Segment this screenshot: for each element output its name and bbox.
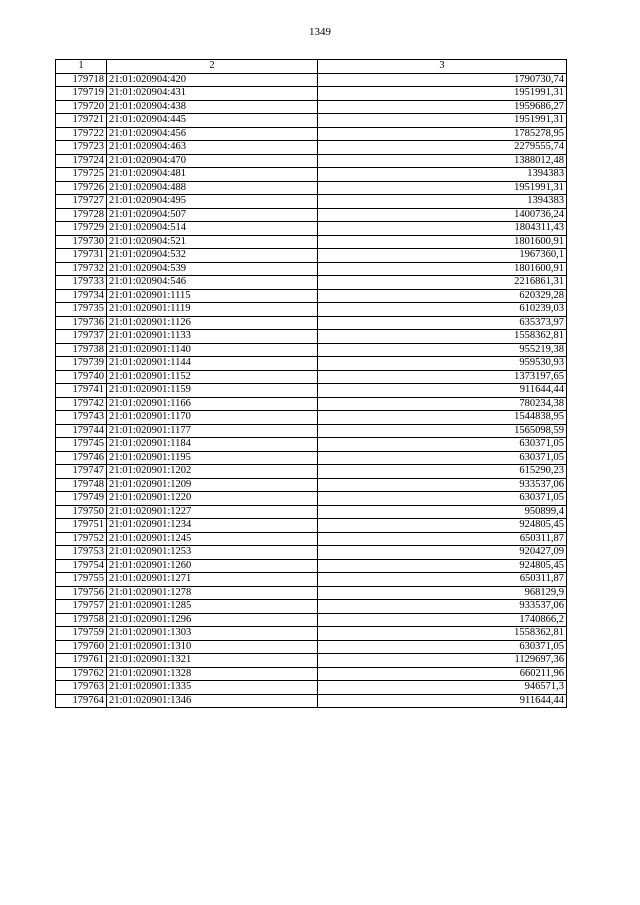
column-header-2: 2 [107,60,318,74]
table-row [56,613,567,627]
cadastral-number-cell: 21:01:020904:507 [107,208,318,222]
table-row [56,424,567,438]
table-row [56,681,567,695]
row-number-cell: 179725 [56,168,107,182]
cadastral-number-cell: 21:01:020901:1195 [107,451,318,465]
value-cell: 911644,44 [318,384,567,398]
table-row [56,100,567,114]
table-row [56,114,567,128]
value-cell: 1373197,65 [318,370,567,384]
cadastral-number-cell: 21:01:020901:1220 [107,492,318,506]
table-row [56,667,567,681]
value-cell: 660211,96 [318,667,567,681]
value-cell: 933537,06 [318,600,567,614]
cadastral-number-cell: 21:01:020901:1321 [107,654,318,668]
table-body [56,73,567,708]
cadastral-number-cell: 21:01:020901:1245 [107,532,318,546]
value-cell: 1558362,81 [318,627,567,641]
cadastral-number-cell: 21:01:020904:438 [107,100,318,114]
cadastral-number-cell: 21:01:020901:1278 [107,586,318,600]
row-number-cell: 179720 [56,100,107,114]
table-row [56,154,567,168]
row-number-cell: 179753 [56,546,107,560]
table-row [56,532,567,546]
value-cell: 610239,03 [318,303,567,317]
cadastral-number-cell: 21:01:020901:1159 [107,384,318,398]
cadastral-number-cell: 21:01:020901:1310 [107,640,318,654]
row-number-cell: 179727 [56,195,107,209]
value-cell: 1388012,48 [318,154,567,168]
row-number-cell: 179718 [56,73,107,87]
row-number-cell: 179759 [56,627,107,641]
cadastral-number-cell: 21:01:020901:1227 [107,505,318,519]
value-cell: 911644,44 [318,694,567,708]
cadastral-number-cell: 21:01:020904:546 [107,276,318,290]
cadastral-number-cell: 21:01:020901:1303 [107,627,318,641]
value-cell: 1801600,91 [318,262,567,276]
cadastral-number-cell: 21:01:020901:1115 [107,289,318,303]
cadastral-number-cell: 21:01:020901:1144 [107,357,318,371]
row-number-cell: 179738 [56,343,107,357]
table-row [56,600,567,614]
cadastral-number-cell: 21:01:020901:1234 [107,519,318,533]
row-number-cell: 179747 [56,465,107,479]
table-row [56,573,567,587]
table-row [56,289,567,303]
value-cell: 1394383 [318,195,567,209]
table-row [56,181,567,195]
row-number-cell: 179748 [56,478,107,492]
row-number-cell: 179726 [56,181,107,195]
table-row [56,343,567,357]
value-cell: 1400736,24 [318,208,567,222]
value-cell: 1558362,81 [318,330,567,344]
value-cell: 959530,93 [318,357,567,371]
row-number-cell: 179757 [56,600,107,614]
cadastral-number-cell: 21:01:020901:1335 [107,681,318,695]
row-number-cell: 179733 [56,276,107,290]
cadastral-number-cell: 21:01:020901:1119 [107,303,318,317]
row-number-cell: 179743 [56,411,107,425]
cadastral-number-cell: 21:01:020904:539 [107,262,318,276]
row-number-cell: 179736 [56,316,107,330]
row-number-cell: 179729 [56,222,107,236]
value-cell: 615290,23 [318,465,567,479]
cadastral-number-cell: 21:01:020904:532 [107,249,318,263]
row-number-cell: 179750 [56,505,107,519]
value-cell: 630371,05 [318,451,567,465]
row-number-cell: 179728 [56,208,107,222]
row-number-cell: 179762 [56,667,107,681]
value-cell: 1129697,36 [318,654,567,668]
value-cell: 630371,05 [318,640,567,654]
value-cell: 2279555,74 [318,141,567,155]
table-row [56,451,567,465]
table-row [56,397,567,411]
table-row [56,694,567,708]
cadastral-number-cell: 21:01:020904:488 [107,181,318,195]
row-number-cell: 179723 [56,141,107,155]
table-row [56,249,567,263]
cadastral-number-cell: 21:01:020901:1209 [107,478,318,492]
table-row [56,127,567,141]
value-cell: 780234,38 [318,397,567,411]
cadastral-number-cell: 21:01:020904:445 [107,114,318,128]
row-number-cell: 179719 [56,87,107,101]
table-row [56,586,567,600]
cadastral-number-cell: 21:01:020904:420 [107,73,318,87]
value-cell: 630371,05 [318,492,567,506]
table-row [56,235,567,249]
value-cell: 1951991,31 [318,114,567,128]
value-cell: 1951991,31 [318,87,567,101]
row-number-cell: 179724 [56,154,107,168]
value-cell: 1565098,59 [318,424,567,438]
table-row [56,316,567,330]
table-row [56,168,567,182]
value-cell: 620329,28 [318,289,567,303]
row-number-cell: 179752 [56,532,107,546]
value-cell: 1959686,27 [318,100,567,114]
cadastral-number-cell: 21:01:020904:514 [107,222,318,236]
row-number-cell: 179737 [56,330,107,344]
table-row [56,370,567,384]
table-row [56,87,567,101]
row-number-cell: 179731 [56,249,107,263]
value-cell: 920427,09 [318,546,567,560]
row-number-cell: 179732 [56,262,107,276]
page-number: 1349 [309,26,331,38]
row-number-cell: 179755 [56,573,107,587]
table-row [56,505,567,519]
table-row [56,141,567,155]
table-row [56,195,567,209]
cadastral-number-cell: 21:01:020901:1253 [107,546,318,560]
table-row [56,559,567,573]
cadastral-number-cell: 21:01:020904:470 [107,154,318,168]
cadastral-number-cell: 21:01:020904:463 [107,141,318,155]
row-number-cell: 179764 [56,694,107,708]
row-number-cell: 179751 [56,519,107,533]
cadastral-number-cell: 21:01:020904:481 [107,168,318,182]
row-number-cell: 179721 [56,114,107,128]
cadastral-number-cell: 21:01:020901:1296 [107,613,318,627]
registry-table [55,59,567,708]
table-row [56,411,567,425]
table-header [56,60,567,74]
cadastral-number-cell: 21:01:020904:495 [107,195,318,209]
value-cell: 1967360,1 [318,249,567,263]
value-cell: 968129,9 [318,586,567,600]
cadastral-number-cell: 21:01:020901:1346 [107,694,318,708]
table-row [56,384,567,398]
value-cell: 950899,4 [318,505,567,519]
row-number-cell: 179742 [56,397,107,411]
cadastral-number-cell: 21:01:020901:1166 [107,397,318,411]
row-number-cell: 179761 [56,654,107,668]
column-header-1: 1 [56,60,107,74]
cadastral-number-cell: 21:01:020901:1202 [107,465,318,479]
cadastral-number-cell: 21:01:020901:1126 [107,316,318,330]
row-number-cell: 179744 [56,424,107,438]
value-cell: 946571,3 [318,681,567,695]
value-cell: 630371,05 [318,438,567,452]
cadastral-number-cell: 21:01:020901:1260 [107,559,318,573]
row-number-cell: 179763 [56,681,107,695]
value-cell: 1785278,95 [318,127,567,141]
cadastral-number-cell: 21:01:020901:1328 [107,667,318,681]
value-cell: 1740866,2 [318,613,567,627]
table-row [56,73,567,87]
table-row [56,357,567,371]
value-cell: 635373,97 [318,316,567,330]
value-cell: 955219,38 [318,343,567,357]
row-number-cell: 179758 [56,613,107,627]
row-number-cell: 179745 [56,438,107,452]
value-cell: 924805,45 [318,519,567,533]
value-cell: 2216861,31 [318,276,567,290]
value-cell: 1804311,43 [318,222,567,236]
row-number-cell: 179749 [56,492,107,506]
table-row [56,627,567,641]
row-number-cell: 179756 [56,586,107,600]
row-number-cell: 179746 [56,451,107,465]
cadastral-number-cell: 21:01:020901:1170 [107,411,318,425]
value-cell: 1951991,31 [318,181,567,195]
row-number-cell: 179734 [56,289,107,303]
table-row [56,640,567,654]
value-cell: 1790730,74 [318,73,567,87]
value-cell: 650311,87 [318,532,567,546]
cadastral-number-cell: 21:01:020904:521 [107,235,318,249]
row-number-cell: 179739 [56,357,107,371]
value-cell: 933537,06 [318,478,567,492]
table-row [56,330,567,344]
cadastral-number-cell: 21:01:020901:1285 [107,600,318,614]
row-number-cell: 179754 [56,559,107,573]
row-number-cell: 179730 [56,235,107,249]
cadastral-number-cell: 21:01:020904:431 [107,87,318,101]
table-row [56,262,567,276]
row-number-cell: 179760 [56,640,107,654]
row-number-cell: 179722 [56,127,107,141]
row-number-cell: 179741 [56,384,107,398]
table-row [56,222,567,236]
header-row [56,60,567,74]
cadastral-number-cell: 21:01:020901:1133 [107,330,318,344]
value-cell: 1544838,95 [318,411,567,425]
cadastral-number-cell: 21:01:020901:1140 [107,343,318,357]
cadastral-number-cell: 21:01:020904:456 [107,127,318,141]
row-number-cell: 179740 [56,370,107,384]
cadastral-number-cell: 21:01:020901:1271 [107,573,318,587]
column-header-3: 3 [318,60,567,74]
table-row [56,546,567,560]
row-number-cell: 179735 [56,303,107,317]
cadastral-number-cell: 21:01:020901:1152 [107,370,318,384]
table-row [56,438,567,452]
table-row [56,303,567,317]
table-row [56,478,567,492]
table-row [56,465,567,479]
value-cell: 924805,45 [318,559,567,573]
table-row [56,492,567,506]
value-cell: 1801600,91 [318,235,567,249]
value-cell: 1394383 [318,168,567,182]
table-row [56,654,567,668]
table-row [56,276,567,290]
table-row [56,208,567,222]
value-cell: 650311,87 [318,573,567,587]
cadastral-number-cell: 21:01:020901:1184 [107,438,318,452]
cadastral-number-cell: 21:01:020901:1177 [107,424,318,438]
table-row [56,519,567,533]
